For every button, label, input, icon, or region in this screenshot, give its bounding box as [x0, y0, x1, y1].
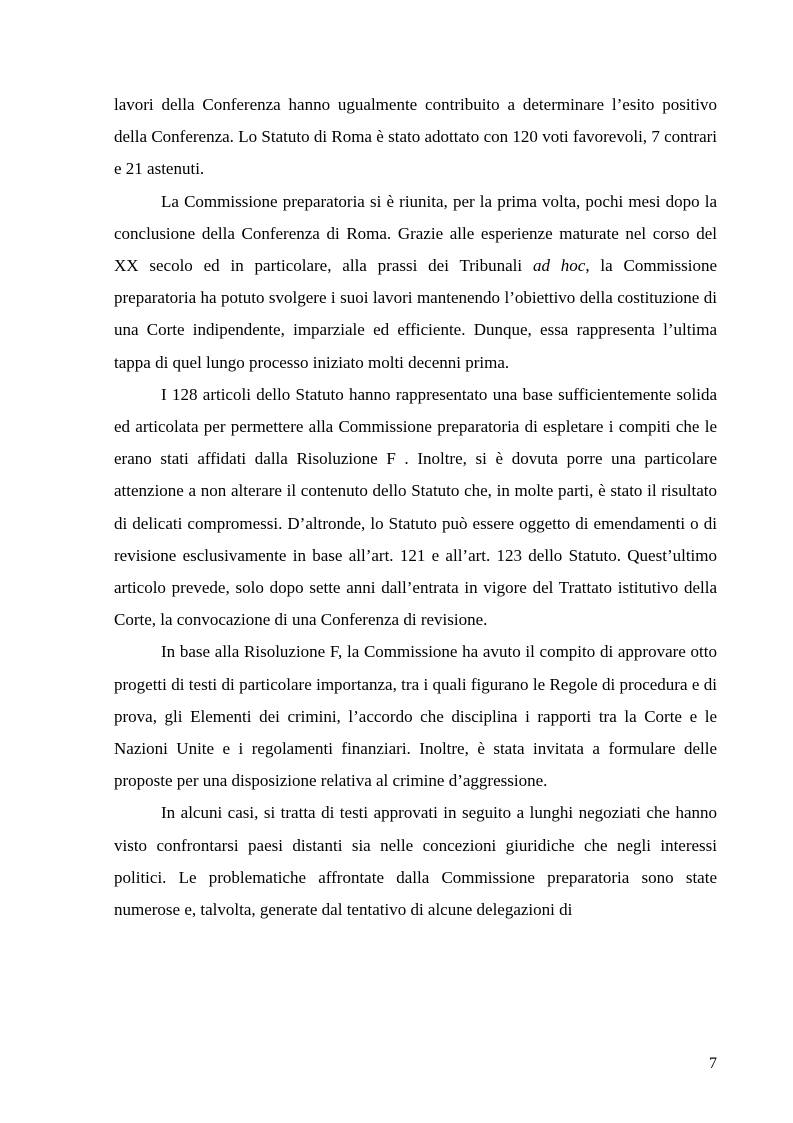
paragraph-1-text: lavori della Conferenza hanno ugualmente contribuito a determinare l’esito positivo della Conferenza. Lo Statuto di Roma è stato adottato con 120 voti favorevoli, 7 contrari e 21 astenuti. [114, 95, 717, 179]
paragraph-2-italic-ad-hoc: ad hoc [532, 256, 586, 276]
paragraph-4 [114, 636, 717, 797]
page-number: 7 [709, 1055, 717, 1072]
paragraph-2-text-start: La Commissione preparatoria si è riunita, per la prima volta, pochi mesi dopo la conclusione della Conferenza di Roma. Grazie alle esperienze maturate nel corso del XX secolo ed in particolare, alla prassi dei Tribunali [114, 191, 717, 276]
paragraph-1 [114, 89, 717, 186]
paragraph-3-text: I 128 articoli dello Statuto hanno rappresentato una base sufficientemente solida ed articolata per permettere alla Commissione preparatoria di espletare i compiti che le erano stati affidati dalla Risoluzione F . Inoltre, si è dovuta porre una particolare attenzione a non alterare il contenuto dello Statuto che, in molte parti, è stato il risultato di delicati compromessi. D’altronde, lo Statuto può essere oggetto di emendamenti o di revisione esclusivamente in base all’art. 121 e all’art. 123 dello Statuto. Quest’ultimo articolo prevede, solo dopo sette anni dall’entrata in vigore del Trattato istitutivo della Corte, la convocazione di una Conferenza di revisione. [114, 384, 717, 630]
paragraph-5-text: In alcuni casi, si tratta di testi approvati in seguito a lunghi negoziati che hanno visto confrontarsi paesi distanti sia nelle concezioni giuridiche che negli interessi politici. Le problematiche affrontate dalla Commissione preparatoria sono state numerose e, talvolta, generate dal tentativo di alcune delegazioni di [114, 803, 717, 920]
paragraph-4-text: In base alla Risoluzione F, la Commissione ha avuto il compito di approvare otto progetti di testi di particolare importanza, tra i quali figurano le Regole di procedura e di prova, gli Elementi dei crimini, l’accordo che disciplina i rapporti tra la Corte e le Nazioni Unite e i regolamenti finanziari. Inoltre, è stata invitata a formulare delle proposte per una disposizione relativa al crimine d’aggressione. [114, 642, 717, 791]
paragraph-3 [114, 379, 717, 637]
paragraph-5 [114, 797, 717, 926]
paragraph-2-text-end: , la Commissione preparatoria ha potuto svolgere i suoi lavori mantenendo l’obiettivo della costituzione di una Corte indipendente, imparziale ed efficiente. Dunque, essa rappresenta l’ultima tappa di quel lungo processo iniziato molti decenni prima. [114, 256, 718, 372]
page-body [114, 89, 717, 926]
paragraph-2 [114, 186, 717, 379]
